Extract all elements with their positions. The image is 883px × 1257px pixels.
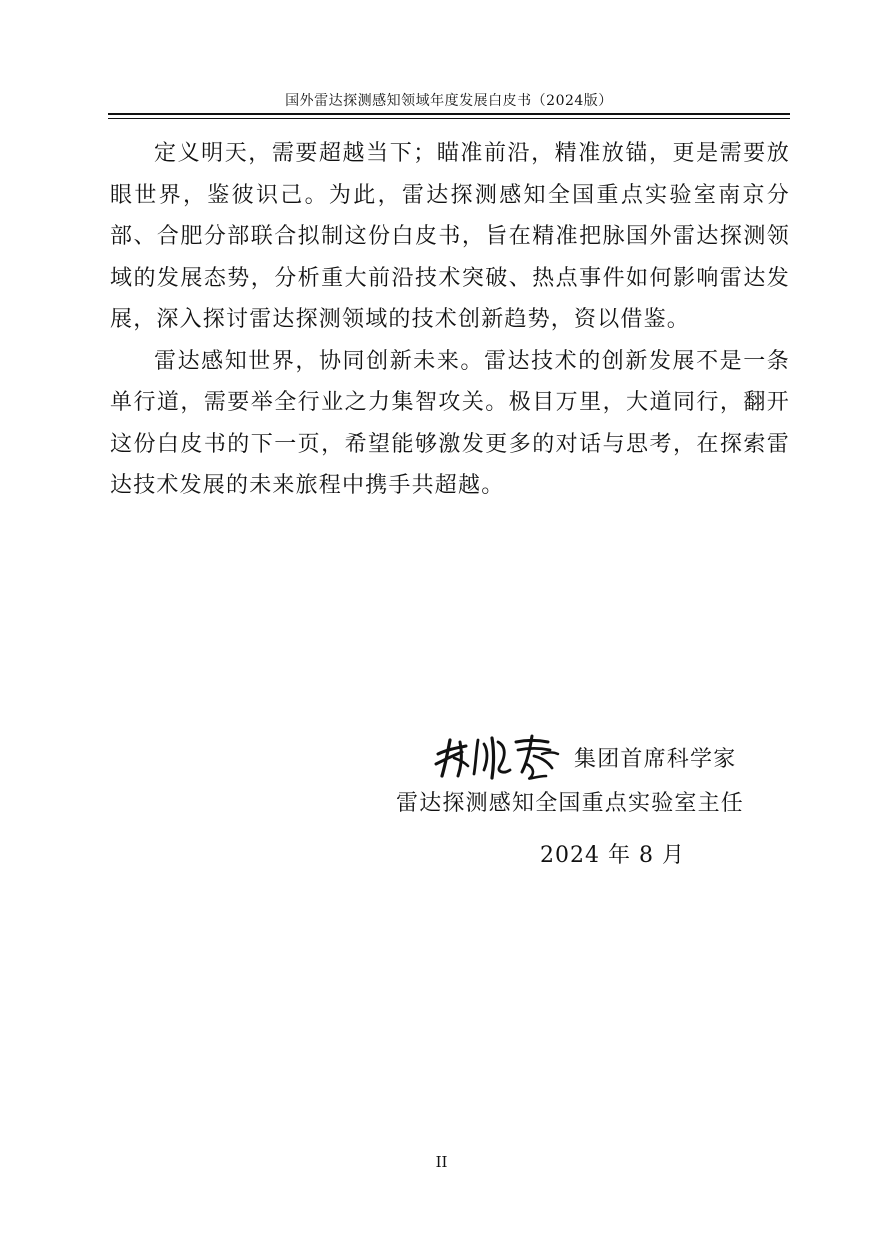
running-header: 国外雷达探测感知领域年度发展白皮书（2024版）: [285, 93, 613, 109]
signer-title: 集团首席科学家: [574, 746, 737, 772]
signer-organization: 雷达探测感知全国重点实验室主任: [396, 791, 745, 816]
signature-date: 2024 年 8 月: [540, 843, 685, 868]
handwritten-signature: [432, 732, 562, 780]
page-number: II: [435, 1153, 448, 1171]
signature-line: [432, 732, 736, 780]
body-text: [110, 133, 790, 507]
paragraph-1: 定义明天，需要超越当下；瞄准前沿，精准放锚，更是需要放眼世界，鉴彼识己。为此，雷达探测感知全国重点实验室南京分部、合肥分部联合拟制这份白皮书，旨在精准把脉国外雷达探测领域的发展态势，分析重大前沿技术突破、热点事件如何影响雷达发展，深入探讨雷达探测领域的技术创新趋势，资以借鉴。: [110, 141, 790, 332]
paragraph-2: 雷达感知世界，协同创新未来。雷达技术的创新发展不是一条单行道，需要举全行业之力集智攻关。极目万里，大道同行，翻开这份白皮书的下一页，希望能够激发更多的对话与思考，在探索雷达技术发展的未来旅程中携手共超越。: [110, 348, 790, 498]
header-rule-thick: [108, 113, 790, 115]
header-rule-thin: [108, 118, 790, 119]
